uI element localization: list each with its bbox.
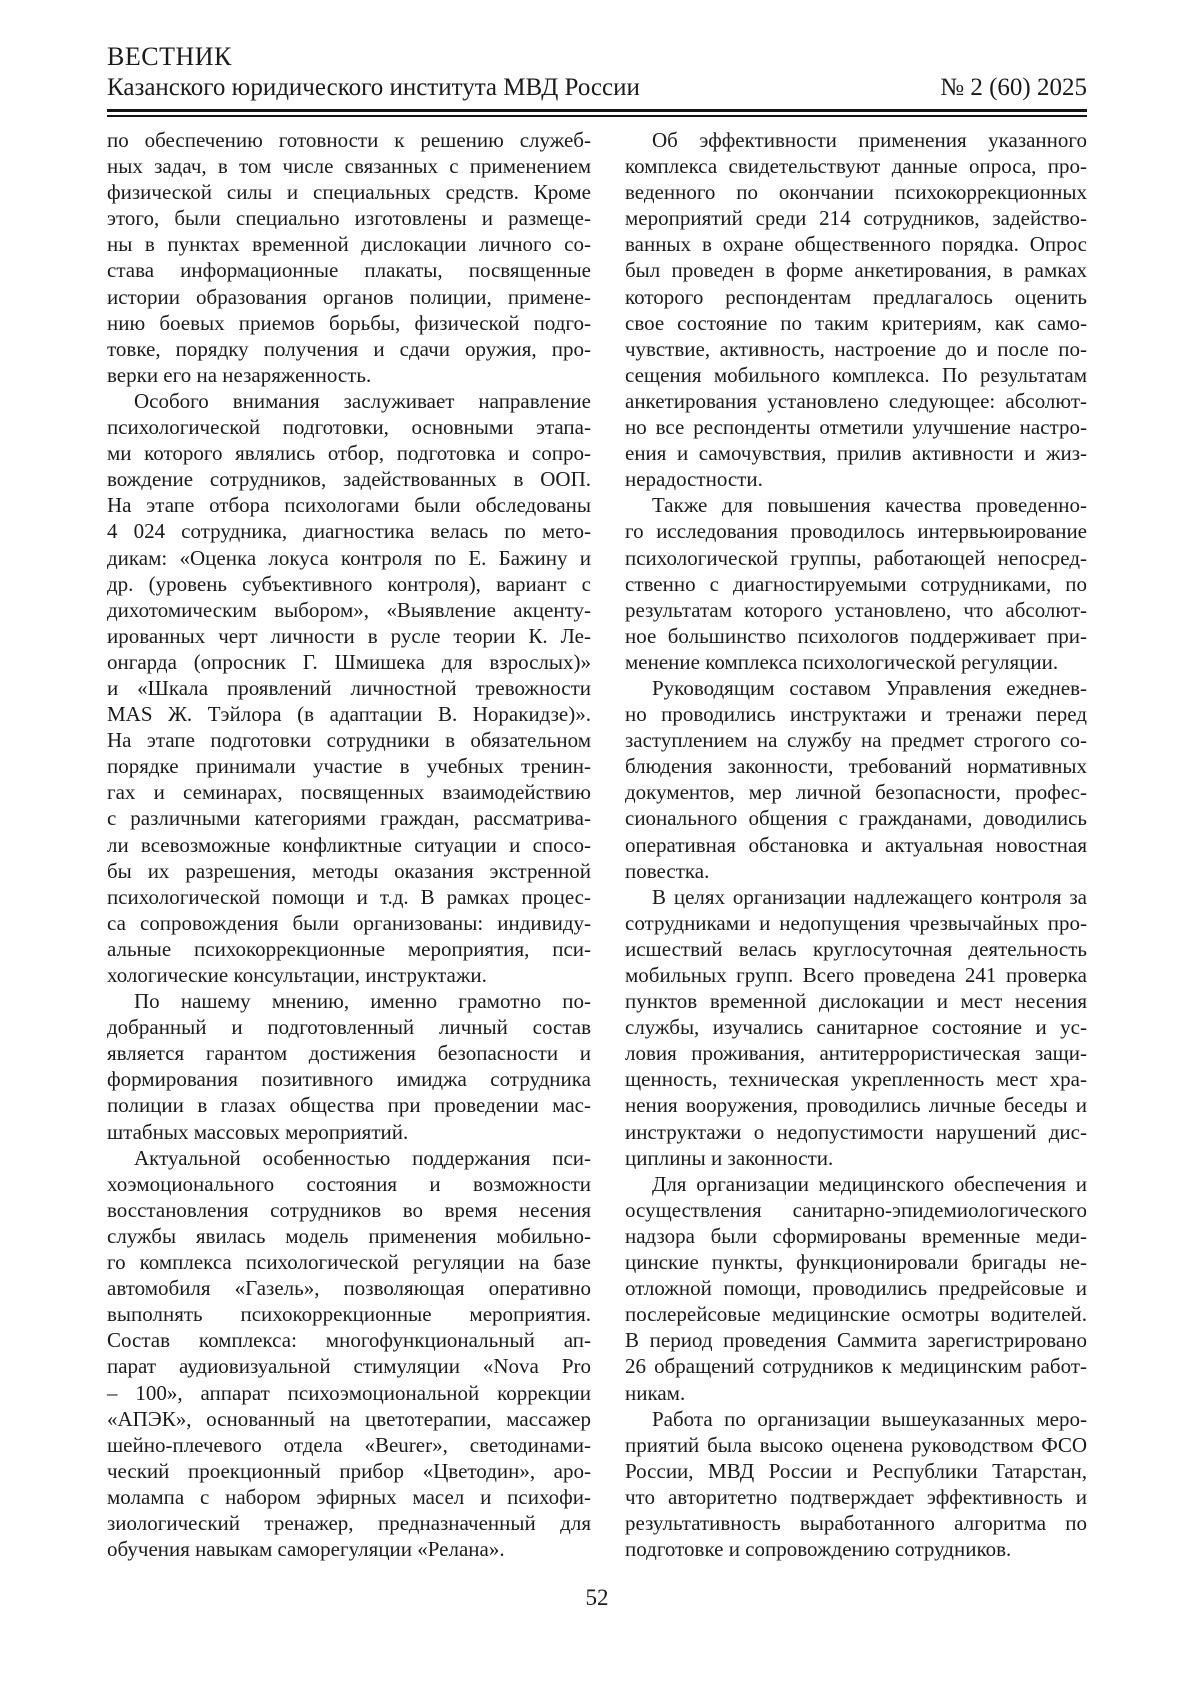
text-line: психологической подготовки, основными этапа- xyxy=(107,415,591,440)
text-line: цинские пункты, функционировали бригады не- xyxy=(625,1250,1087,1275)
text-line: психологической группы, работающей непосред- xyxy=(625,545,1087,570)
page-footer xyxy=(107,1585,1087,1611)
text-line: что авторитетно подтверждает эффективность и xyxy=(625,1484,1087,1509)
text-line: щенность, техническая укрепленность мест хра- xyxy=(625,1067,1087,1092)
text-line: ческий проекционный прибор «Цветодин», аро- xyxy=(107,1458,591,1483)
text-line: инструктажи о недопустимости нарушений дис- xyxy=(625,1119,1087,1144)
text-line: ственно с диагностируемыми сотрудниками, по xyxy=(625,571,1087,596)
text-line: менение комплекса психологической регуляции. xyxy=(625,649,1059,674)
text-line: товке, порядку получения и сдачи оружия, про- xyxy=(107,336,591,361)
text-line: 26 обращений сотрудников к медицинским работ- xyxy=(625,1354,1087,1379)
journal-title: ВЕСТНИК xyxy=(107,42,232,71)
text-line: психологической помощи и т.д. В рамках процес- xyxy=(107,884,591,909)
text-line: дикам: «Оценка локуса контроля по Е. Бажину и xyxy=(107,545,591,570)
text-line: альные психокоррекционные мероприятия, пси- xyxy=(107,936,591,961)
text-line: сещения мобильного комплекса. По результатам xyxy=(625,362,1087,387)
text-line: «АПЭК», основанный на цветотерапии, массажер xyxy=(107,1406,591,1431)
text-line: шейно-плечевого отдела «Beurer», светодинами- xyxy=(107,1432,591,1457)
left-column xyxy=(107,127,591,1562)
text-line: но все респонденты отметили улучшение настро- xyxy=(625,415,1087,440)
text-line: В период проведения Саммита зарегистрировано xyxy=(625,1328,1087,1353)
rule-thick-line xyxy=(107,109,1087,112)
text-line: послерейсовые медицинские осмотры водителей. xyxy=(625,1302,1087,1327)
text-line: ированных черт личности в русле теории К. Ле- xyxy=(107,623,591,648)
text-line: обучения навыкам саморегуляции «Релана». xyxy=(107,1537,505,1562)
text-line: и «Шкала проявлений личностной тревожности xyxy=(107,675,591,700)
text-line: штабных массовых мероприятий. xyxy=(107,1119,409,1144)
text-line: В целях организации надлежащего контроля за xyxy=(652,884,1087,909)
text-line: нерадостности. xyxy=(625,467,763,492)
text-line: физической силы и специальных средств. Кроме xyxy=(107,180,591,205)
text-line: ванных в охране общественного порядка. Опрос xyxy=(625,232,1087,257)
text-line: заступлением на службу на предмет строгого со- xyxy=(625,728,1087,753)
text-line: России, МВД России и Республики Татарстан, xyxy=(625,1458,1087,1483)
text-line: Особого внимания заслуживает направление xyxy=(134,388,591,413)
rule-thin-line xyxy=(107,115,1087,117)
text-line: но проводились инструктажи и тренажи перед xyxy=(625,702,1087,727)
page-number: 52 xyxy=(585,1585,609,1610)
text-line: молампа с набором эфирных масел и психофи- xyxy=(107,1484,591,1509)
text-line: документов, мер личной безопасности, профес- xyxy=(625,780,1087,805)
text-line: Для организации медицинского обеспечения и xyxy=(652,1171,1087,1196)
text-line: са сопровождения были организованы: индивиду- xyxy=(107,910,591,935)
text-line: бы их разрешения, методы оказания экстренной xyxy=(107,858,591,883)
text-line: автомобиля «Газель», позволяющая оперативно xyxy=(107,1276,591,1301)
text-line: ми которого являлись отбор, подготовка и сопро- xyxy=(107,441,591,466)
text-line: приятий была высоко оценена руководством ФСО xyxy=(625,1432,1087,1457)
text-line: мероприятий среди 214 сотрудников, задейство- xyxy=(625,206,1087,231)
text-line: с различными категориями граждан, рассматрива- xyxy=(107,806,591,831)
issue-number: № 2 (60) 2025 xyxy=(940,74,1087,101)
text-line: службы явилась модель применения мобильно- xyxy=(107,1223,591,1248)
text-line: го исследования проводилось интервьюирование xyxy=(625,519,1087,544)
text-line: – 100», аппарат психоэмоциональной коррекции xyxy=(107,1380,591,1405)
page-header xyxy=(107,42,1087,102)
text-line: сионального общения с гражданами, доводились xyxy=(625,806,1087,831)
header-rule xyxy=(107,109,1087,117)
text-line: был проведен в форме анкетирования, в рамках xyxy=(625,258,1087,283)
text-line: чувствие, активность, настроение до и после по- xyxy=(625,336,1087,361)
text-line: вождение сотрудников, задействованных в ООП. xyxy=(107,467,591,492)
text-line: Работа по организации вышеуказанных меро- xyxy=(652,1406,1087,1431)
text-line: восстановления сотрудников во время несения xyxy=(107,1197,591,1222)
text-line: службы, изучались санитарное состояние и ус- xyxy=(625,1015,1087,1040)
right-column xyxy=(625,127,1087,1562)
journal-subtitle: Казанского юридического института МВД России xyxy=(107,74,640,101)
text-line: никам. xyxy=(625,1380,686,1405)
text-line: нения вооружения, проводились личные беседы и xyxy=(625,1093,1087,1118)
text-line: результативность выработанного алгоритма по xyxy=(625,1510,1087,1535)
text-line: гах и семинарах, посвященных взаимодействию xyxy=(107,780,591,805)
text-line: блюдения законности, требований нормативных xyxy=(625,754,1087,779)
text-line: порядке принимали участие в учебных тренин- xyxy=(107,754,591,779)
text-line: ловия проживания, антитеррористическая защи- xyxy=(625,1041,1087,1066)
text-line: отложной помощи, проводились предрейсовые и xyxy=(625,1276,1087,1301)
text-line: онгарда (опросник Г. Шмишека для взрослых)» xyxy=(107,649,591,674)
header-row xyxy=(107,74,1087,102)
text-line: подготовке и сопровождению сотрудников. xyxy=(625,1537,1012,1562)
text-line: которого респондентам предлагалось оценить xyxy=(625,284,1087,309)
text-line: мобильных групп. Всего проведена 241 проверка xyxy=(625,963,1087,987)
text-line: по обеспечению готовности к решению служеб- xyxy=(107,128,591,152)
text-line: анкетирования установлено следующее: абсолют- xyxy=(625,388,1087,413)
text-line: этого, были специально изготовлены и размеще- xyxy=(107,206,591,231)
article-body xyxy=(107,127,1087,1562)
text-line: ли всевозможные конфликтные ситуации и спосо- xyxy=(107,832,591,857)
text-line: го комплекса психологической регуляции на базе xyxy=(107,1250,591,1275)
text-line: исшествий велась круглосуточная деятельность xyxy=(625,936,1087,961)
text-line: верки его на незаряженность. xyxy=(107,362,372,387)
text-line: повестка. xyxy=(625,858,710,883)
text-line: Состав комплекса: многофункциональный ап- xyxy=(107,1328,591,1353)
text-line: свое состояние по таким критериям, как само- xyxy=(625,310,1087,335)
text-line: Руководящим составом Управления ежеднев- xyxy=(652,675,1087,700)
text-line: нию боевых приемов борьбы, физической подго- xyxy=(107,310,591,335)
text-line: осуществления санитарно-эпидемиологического xyxy=(625,1197,1087,1222)
text-line: комплекса свидетельствуют данные опроса, про- xyxy=(625,154,1087,179)
text-line: Актуальной особенностью поддержания пси- xyxy=(134,1145,591,1170)
text-line: ения и самочувствия, прилив активности и жиз- xyxy=(625,441,1087,466)
text-line: добранный и подготовленный личный состав xyxy=(107,1015,591,1040)
text-line: полиции в глазах общества при проведении мас- xyxy=(107,1093,591,1118)
text-line: др. (уровень субъективного контроля), вариант с xyxy=(107,571,591,596)
text-line: По нашему мнению, именно грамотно по- xyxy=(134,989,591,1014)
text-line: циплины и законности. xyxy=(625,1145,834,1170)
text-line: ное большинство психологов поддерживает при- xyxy=(625,623,1087,648)
text-line: оперативная обстановка и актуальная новостная xyxy=(625,832,1087,857)
text-line: парат аудиовизуальной стимуляции «Nova Pro xyxy=(107,1354,591,1379)
text-line: надзора были сформированы временные меди- xyxy=(625,1223,1087,1248)
text-line: выполнять психокоррекционные мероприятия. xyxy=(107,1302,591,1327)
text-line: веденного по окончании психокоррекционных xyxy=(625,180,1087,205)
text-line: Также для повышения качества проведенно- xyxy=(652,493,1087,518)
text-line: На этапе отбора психологами были обследованы xyxy=(107,493,591,518)
text-line: сотрудниками и недопущения чрезвычайных про- xyxy=(625,910,1087,935)
text-line: дихотомическим выбором», «Выявление акценту- xyxy=(107,597,591,622)
text-line: Об эффективности применения указанного xyxy=(652,128,1087,152)
text-line: На этапе подготовки сотрудники в обязательном xyxy=(107,728,591,753)
text-line: MAS Ж. Тэйлора (в адаптации В. Норакидзе)». xyxy=(107,702,591,727)
text-line: результатам которого установлено, что абсолют- xyxy=(625,597,1087,622)
text-line: става информационные плакаты, посвященные xyxy=(107,258,591,283)
text-line: зиологический тренажер, предназначенный для xyxy=(107,1510,591,1535)
text-line: хоэмоционального состояния и возможности xyxy=(107,1171,591,1196)
text-line: ных задач, в том числе связанных с применением xyxy=(107,154,591,179)
text-line: хологические консультации, инструктажи. xyxy=(107,963,487,987)
text-line: ны в пунктах временной дислокации личного со- xyxy=(107,232,591,257)
text-line: пунктов временной дислокации и мест несения xyxy=(625,989,1087,1014)
text-line: 4 024 сотрудника, диагностика велась по мето- xyxy=(107,519,591,544)
text-line: истории образования органов полиции, примене- xyxy=(107,284,591,309)
text-line: является гарантом достижения безопасности и xyxy=(107,1041,591,1066)
text-line: формирования позитивного имиджа сотрудника xyxy=(107,1067,591,1092)
